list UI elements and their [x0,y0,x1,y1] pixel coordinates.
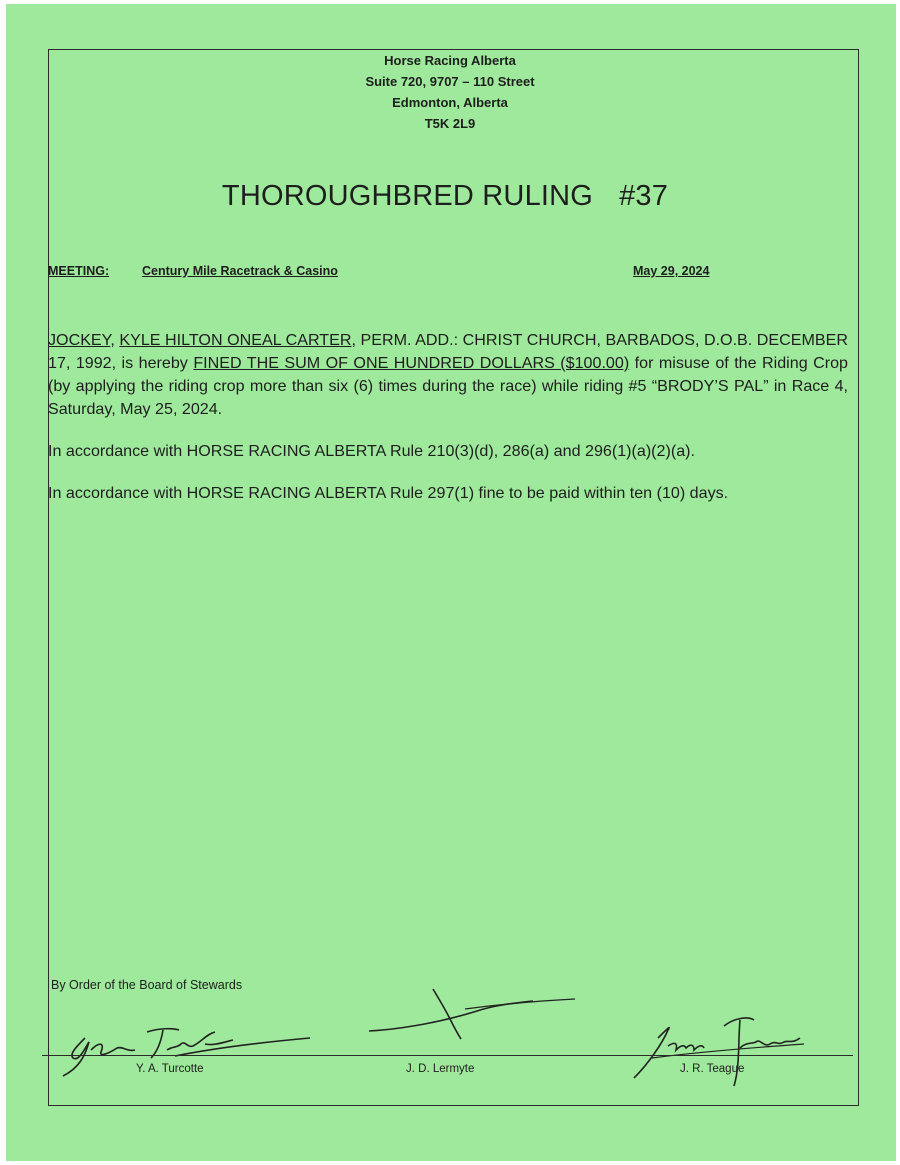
board-order-text: By Order of the Board of Stewards [51,978,243,992]
ruling-title [0,180,890,213]
postal-code: T5K 2L9 [424,116,476,131]
city-province: Edmonton, Alberta [392,95,508,110]
ruling-body [48,329,848,505]
meeting-label: MEETING: [48,264,110,278]
steward-name-teague: J. R. Teague [680,1063,745,1075]
meeting-venue: Century Mile Racetrack & Casino [142,264,338,278]
organization-name: Horse Racing Alberta [384,53,516,68]
payment-reference: In accordance with HORSE RACING ALBERTA Rule 297(1) fine to be paid within ten (10) days. [48,484,729,502]
letterhead [0,50,900,134]
offense-details: for misuse of the Riding Crop (by applying the riding crop more than six (6) times during the race) while riding #5 “BRODY’S PAL” in Race 4, Saturday, May 25, 2024. [48,354,848,418]
signature-teague [628,1008,808,1098]
meeting-row [48,264,728,278]
ruling-number: #37 [619,180,669,212]
signature-line [42,1055,853,1056]
penalty-text: FINED THE SUM OF ONE HUNDRED DOLLARS ($100.00) [193,354,630,372]
jockey-role: JOCKEY [48,331,111,349]
jockey-address-dob: , PERM. ADD.: CHRIST CHURCH, BARBADOS, D.O.B. DECEMBER 17, 1992, is hereby [48,331,848,372]
rule-reference: In accordance with HORSE RACING ALBERTA Rule 210(3)(d), 286(a) and 296(1)(a)(2)(a). [48,442,695,460]
steward-name-turcotte: Y. A. Turcotte [136,1063,204,1075]
ruling-title-text: THOROUGHBRED RULING [221,180,594,212]
meeting-date: May 29, 2024 [633,264,710,278]
address-line: Suite 720, 9707 – 110 Street [365,74,535,89]
signature-lermyte [365,985,580,1045]
ruling-paragraph: JOCKEY, KYLE HILTON ONEAL CARTER, PERM. ADD.: CHRIST CHURCH, BARBADOS, D.O.B. DECEMBER 17, 1992, is hereby FINED THE SUM OF ONE HUNDRED DOLLARS ($100.00) for misuse of the Riding Crop (by applying the riding crop more than six (6) times during the race) while riding #5 “BRODY’S PAL” in Race 4, Saturday, May 25, 2024. [48,331,848,418]
steward-name-lermyte: J. D. Lermyte [406,1063,475,1075]
jockey-name: KYLE HILTON ONEAL CARTER [119,331,352,349]
